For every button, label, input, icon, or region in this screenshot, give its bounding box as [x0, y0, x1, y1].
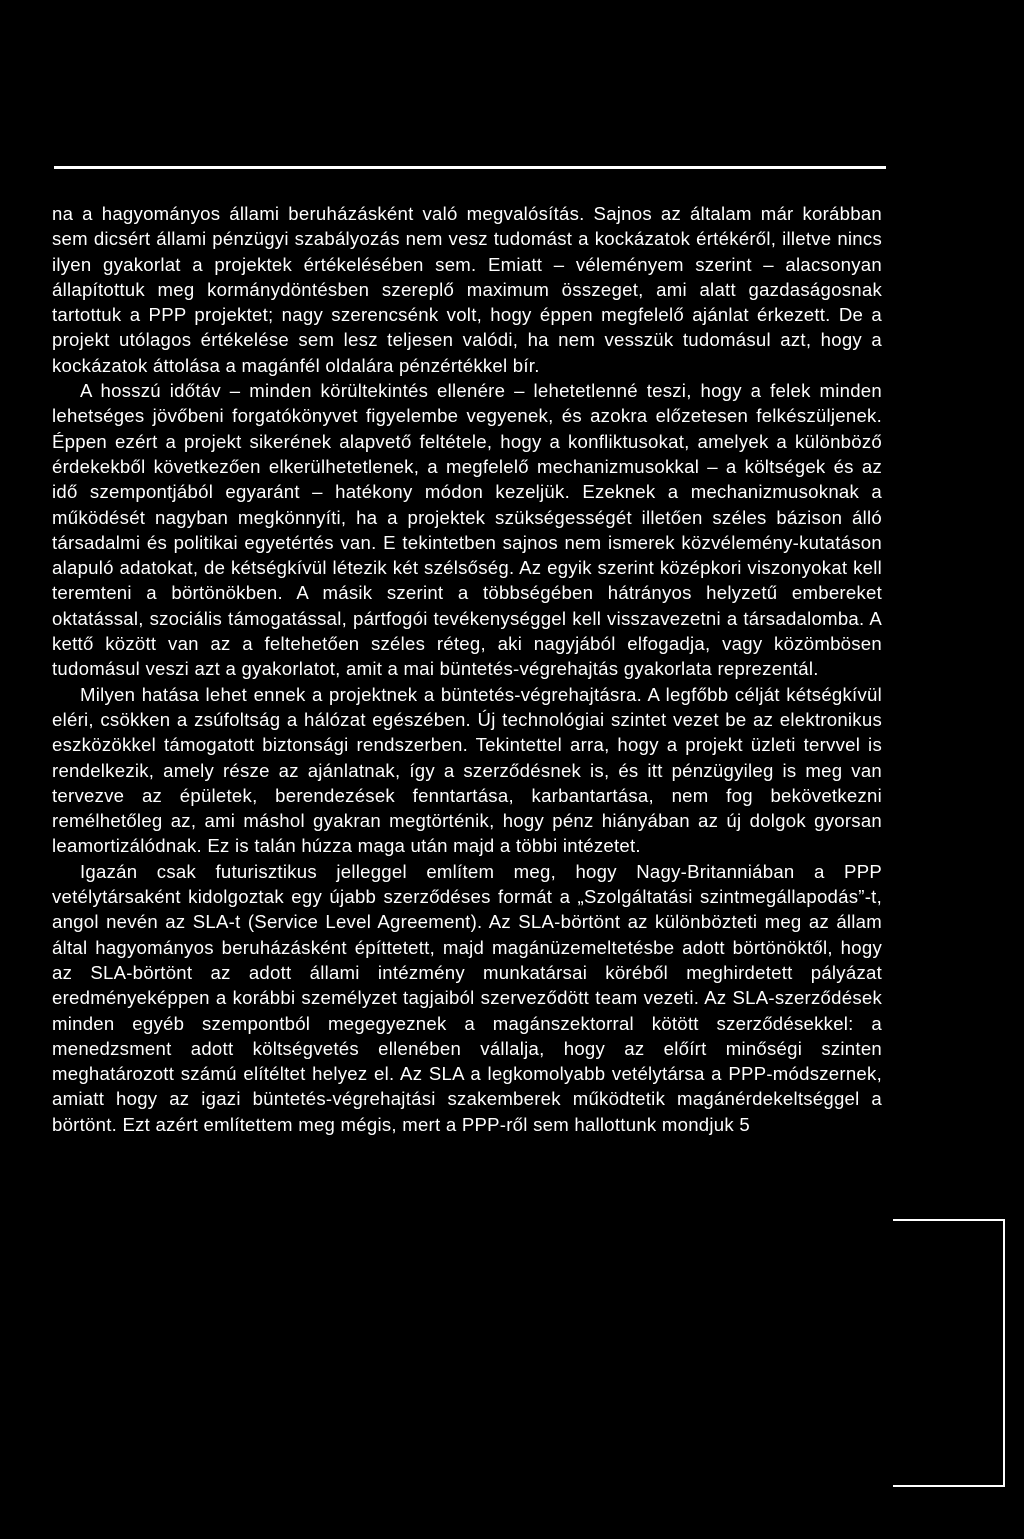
paragraph-3: Milyen hatása lehet ennek a projektnek a büntetés-végrehajtásra. A legfőbb célját kétségkívül eléri, csökken a zsúfoltság a hálózat egészében. Új technológiai szintet vezet be az elektronikus eszközökkel támogatott biztonsági rendszerben. Tekintettel arra, hogy a projekt üzleti tervvel is rendelkezik, amely része az ajánlatnak, így a szerződésnek is, és itt pénzügyileg is meg van tervezve az épületek, berendezések fenntartása, karbantartása, nem fog bekövetkezni remélhetőleg az, ami máshol gyakran megtörténik, hogy pénz hiányában az új dolgok gyorsan leamortizálódnak. Ez is talán húzza maga után majd a többi intézetet.	[52, 683, 882, 857]
paragraph-2: A hosszú időtáv – minden körültekintés ellenére – lehetetlenné teszi, hogy a felek minden lehetséges jövőbeni forgatókönyvet figyelembe vegyenek, és azokra előzetesen felkészüljenek. Éppen ezért a projekt sikerének alapvető feltétele, hogy a konfliktusokat, amelyek a különböző érdekekből következően elkerülhetetlenek, a megfelelő mechanizmusokkal – a költségek és az idő szempontjából egyaránt – hatékony módon kezeljük. Ezeknek a mechanizmusoknak a működését nagyban megkönnyíti, ha a projektek szükségességét illetően széles bázison álló társadalmi és politikai egyetértés van. E tekintetben sajnos nem ismerek közvélemény-kutatáson alapuló adatokat, de kétségkívül létezik két szélsőség. Az egyik szerint középkori viszonyokat kell teremteni a börtönökben. A másik szerint a többségében hátrányos helyzetű embereket oktatással, szociális támogatással, pártfogói tevékenységgel kell visszavezetni a társadalomba. A kettő között van az a feltehetően széles réteg, aki nagyjából elfogadja, vagy közömbösen tudomásul veszi azt a gyakorlatot, amit a mai büntetés-végrehajtás gyakorlata reprezentál.	[52, 380, 882, 680]
header-rule	[54, 166, 886, 169]
paragraph-1: na a hagyományos állami beruházásként való megvalósítás. Sajnos az általam már korábban sem dicsért állami pénzügyi szabályozás nem vesz tudomást a kockázatok értékéről, illetve nincs ilyen gyakorlat a projektek értékelésében sem. Emiatt – véleményem szerint – alacsonyan állapítottuk meg kormánydöntésben szereplő maximum összeget, ami alatt gazdaságosnak tartottuk a PPP projektet; nagy szerencsénk volt, hogy éppen megfelelő ajánlat érkezett. De a projekt utólagos értékelése sem lesz teljesen valódi, ha nem vesszük tudomásul azt, hogy a kockázatok áttolása a magánfél oldalára pénzértékkel bír.	[52, 203, 882, 376]
page-body	[52, 201, 882, 1137]
paragraph-4: Igazán csak futurisztikus jelleggel említem meg, hogy Nagy-Britanniában a PPP vetélytársaként kidolgoztak egy újabb szerződéses formát a „Szolgáltatási szintmegállapodás”-t, angol nevén az SLA-t (Service Level Agreement). Az SLA-börtönt az különbözteti meg az állam által hagyományos beruházásként építtetett, majd magánüzemeltetésbe adott börtönöktől, hogy az SLA-börtönt az adott állami intézmény munkatársai köréből meghirdetett pályázat eredményeképpen a korábbi személyzet tagjaiból szerveződött team vezeti. Az SLA-szerződések minden egyéb szempontból megegyeznek a magánszektorral kötött szerződésekkel: a menedzsment adott költségvetés ellenében vállalja, hogy az előírt minőségi szinten meghatározott számú elítéltet helyez el. Az SLA a legkomolyabb vetélytársa a PPP-módszernek, amiatt hogy az igazi büntetés-végrehajtási szakemberek működtetik magánérdekeltséggel a börtönt. Ezt azért említettem meg mégis, mert a PPP-ről sem hallottunk mondjuk 5	[52, 860, 882, 1135]
margin-box-outline	[893, 1219, 1005, 1487]
